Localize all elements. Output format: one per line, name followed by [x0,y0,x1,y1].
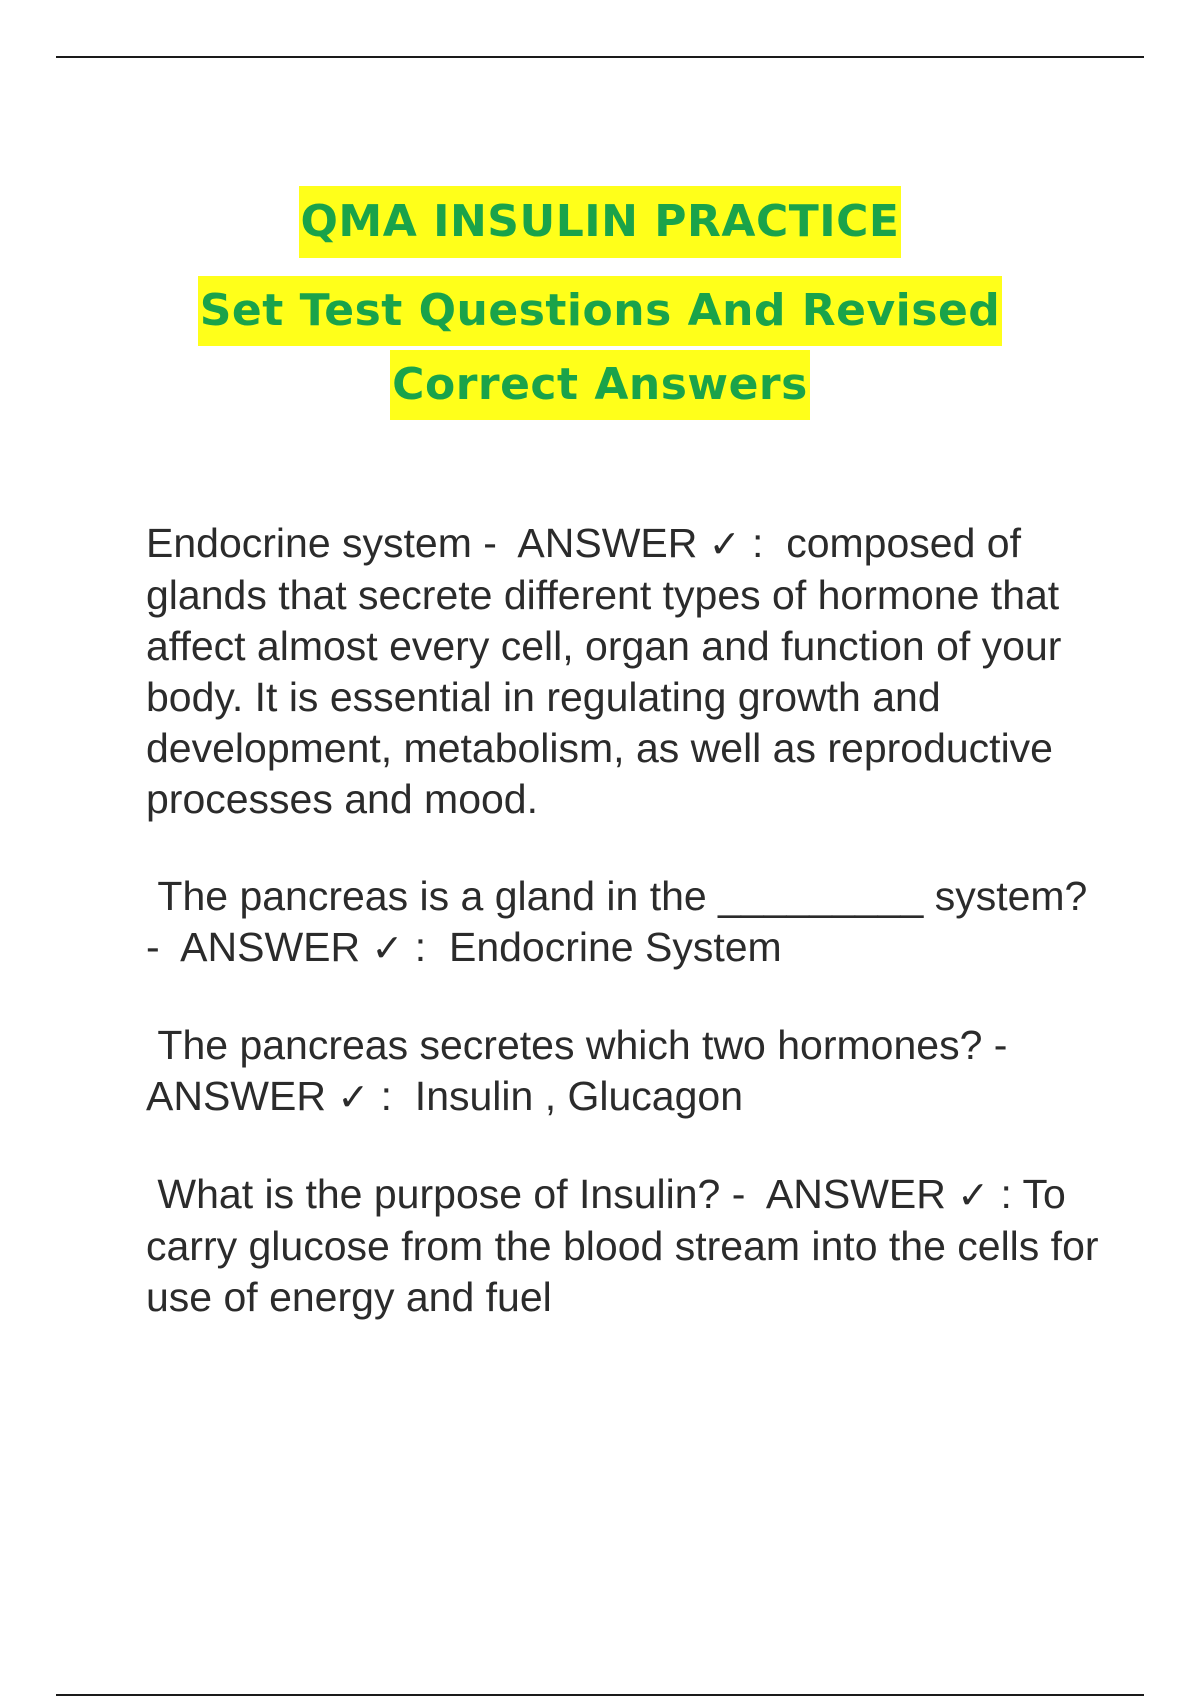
qa-list [146,518,1110,1369]
answer-text: : Endocrine System [414,924,782,970]
check-icon: ✓ [371,926,404,970]
title-block [0,186,1200,420]
qa-item [146,871,1106,974]
subtitle-row-1 [0,276,1200,346]
qa-item [146,518,1106,825]
question-text: The pancreas is a gland in the _________ system? - ANSWER [146,873,1099,970]
check-icon: ✓ [337,1075,370,1119]
answer-text: : To carry glucose from the blood stream into the cells for use of energy and fuel [146,1171,1110,1320]
page-title: QMA INSULIN PRACTICE [299,186,902,258]
page-subtitle-line-1: Set Test Questions And Revised [198,276,1003,346]
subtitle-row-2 [0,350,1200,420]
question-text: The pancreas secretes which two hormones? - ANSWER [146,1022,1017,1119]
bottom-rule [56,1694,1144,1696]
qa-item [146,1020,1106,1123]
question-text: Endocrine system - ANSWER [146,520,698,566]
qa-item [146,1169,1110,1323]
title-row [0,186,1200,258]
page-subtitle-line-2: Correct Answers [390,350,810,420]
top-rule [56,56,1144,58]
answer-text: : composed of glands that secrete different types of hormone that affect almost every cell, organ and function of your body. It is essential in regulating growth and development, metabolism, as well as reproductive processes and mood. [146,520,1073,822]
check-icon: ✓ [957,1173,990,1217]
answer-text: : Insulin , Glucagon [380,1073,743,1119]
question-text: What is the purpose of Insulin? - ANSWER [146,1171,946,1217]
check-icon: ✓ [708,522,741,566]
